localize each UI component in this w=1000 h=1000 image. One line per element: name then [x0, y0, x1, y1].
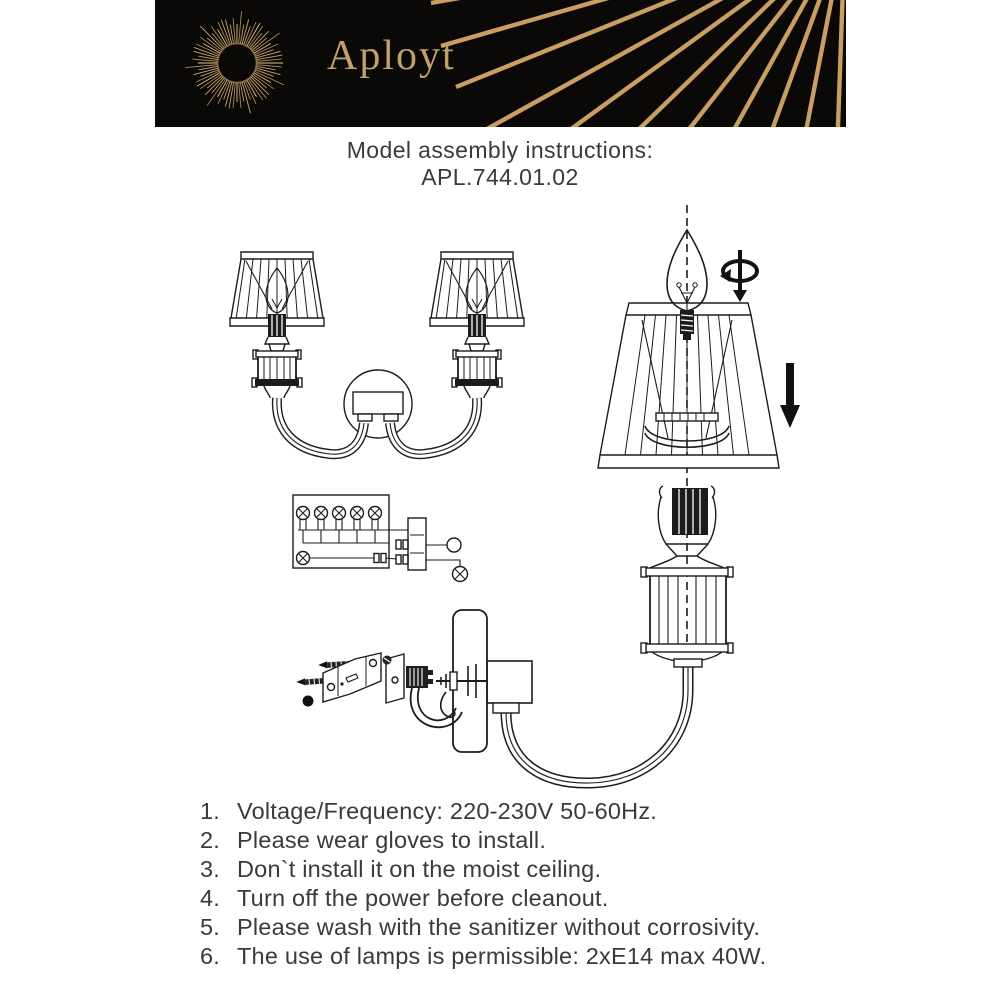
- item-text: The use of lamps is permissible: 2xE14 max 40W.: [237, 943, 767, 969]
- wiring-diagram: [293, 495, 468, 582]
- item-number: 4.: [200, 885, 220, 911]
- instruction-item-5: [200, 913, 860, 942]
- item-number: 6.: [200, 943, 220, 969]
- instruction-item-3: [200, 855, 860, 884]
- wall-plate-and-box: [436, 610, 532, 752]
- rotate-bulb-arrow-icon: [720, 250, 757, 302]
- instruction-item-2: [200, 826, 860, 855]
- slide-shade-down-arrow-icon: [780, 363, 800, 428]
- item-number: 3.: [200, 856, 220, 882]
- item-number: 1.: [200, 798, 220, 824]
- item-number: 2.: [200, 827, 220, 853]
- instruction-list: [200, 797, 860, 971]
- item-text: Please wash with the sanitizer without corrosivity.: [237, 914, 761, 940]
- exploded-column-drawing: [436, 205, 800, 783]
- model-number: APL.744.01.02: [421, 164, 579, 190]
- item-text: Voltage/Frequency: 220-230V 50-60Hz.: [237, 798, 658, 824]
- instruction-item-1: [200, 797, 860, 826]
- page-title: Model assembly instructions:: [346, 137, 654, 163]
- assembled-sconce-drawing: [230, 252, 524, 454]
- item-number: 5.: [200, 914, 220, 940]
- item-text: Don`t install it on the moist ceiling.: [237, 856, 602, 882]
- arm-tube: [506, 666, 688, 783]
- instruction-item-4: [200, 884, 860, 913]
- brand-logo-text: Aployt: [327, 33, 456, 79]
- instruction-item-6: [200, 942, 860, 971]
- bracket-exploded-drawing: [296, 653, 462, 727]
- item-text: Please wear gloves to install.: [237, 827, 547, 853]
- item-text: Turn off the power before cleanout.: [237, 885, 609, 911]
